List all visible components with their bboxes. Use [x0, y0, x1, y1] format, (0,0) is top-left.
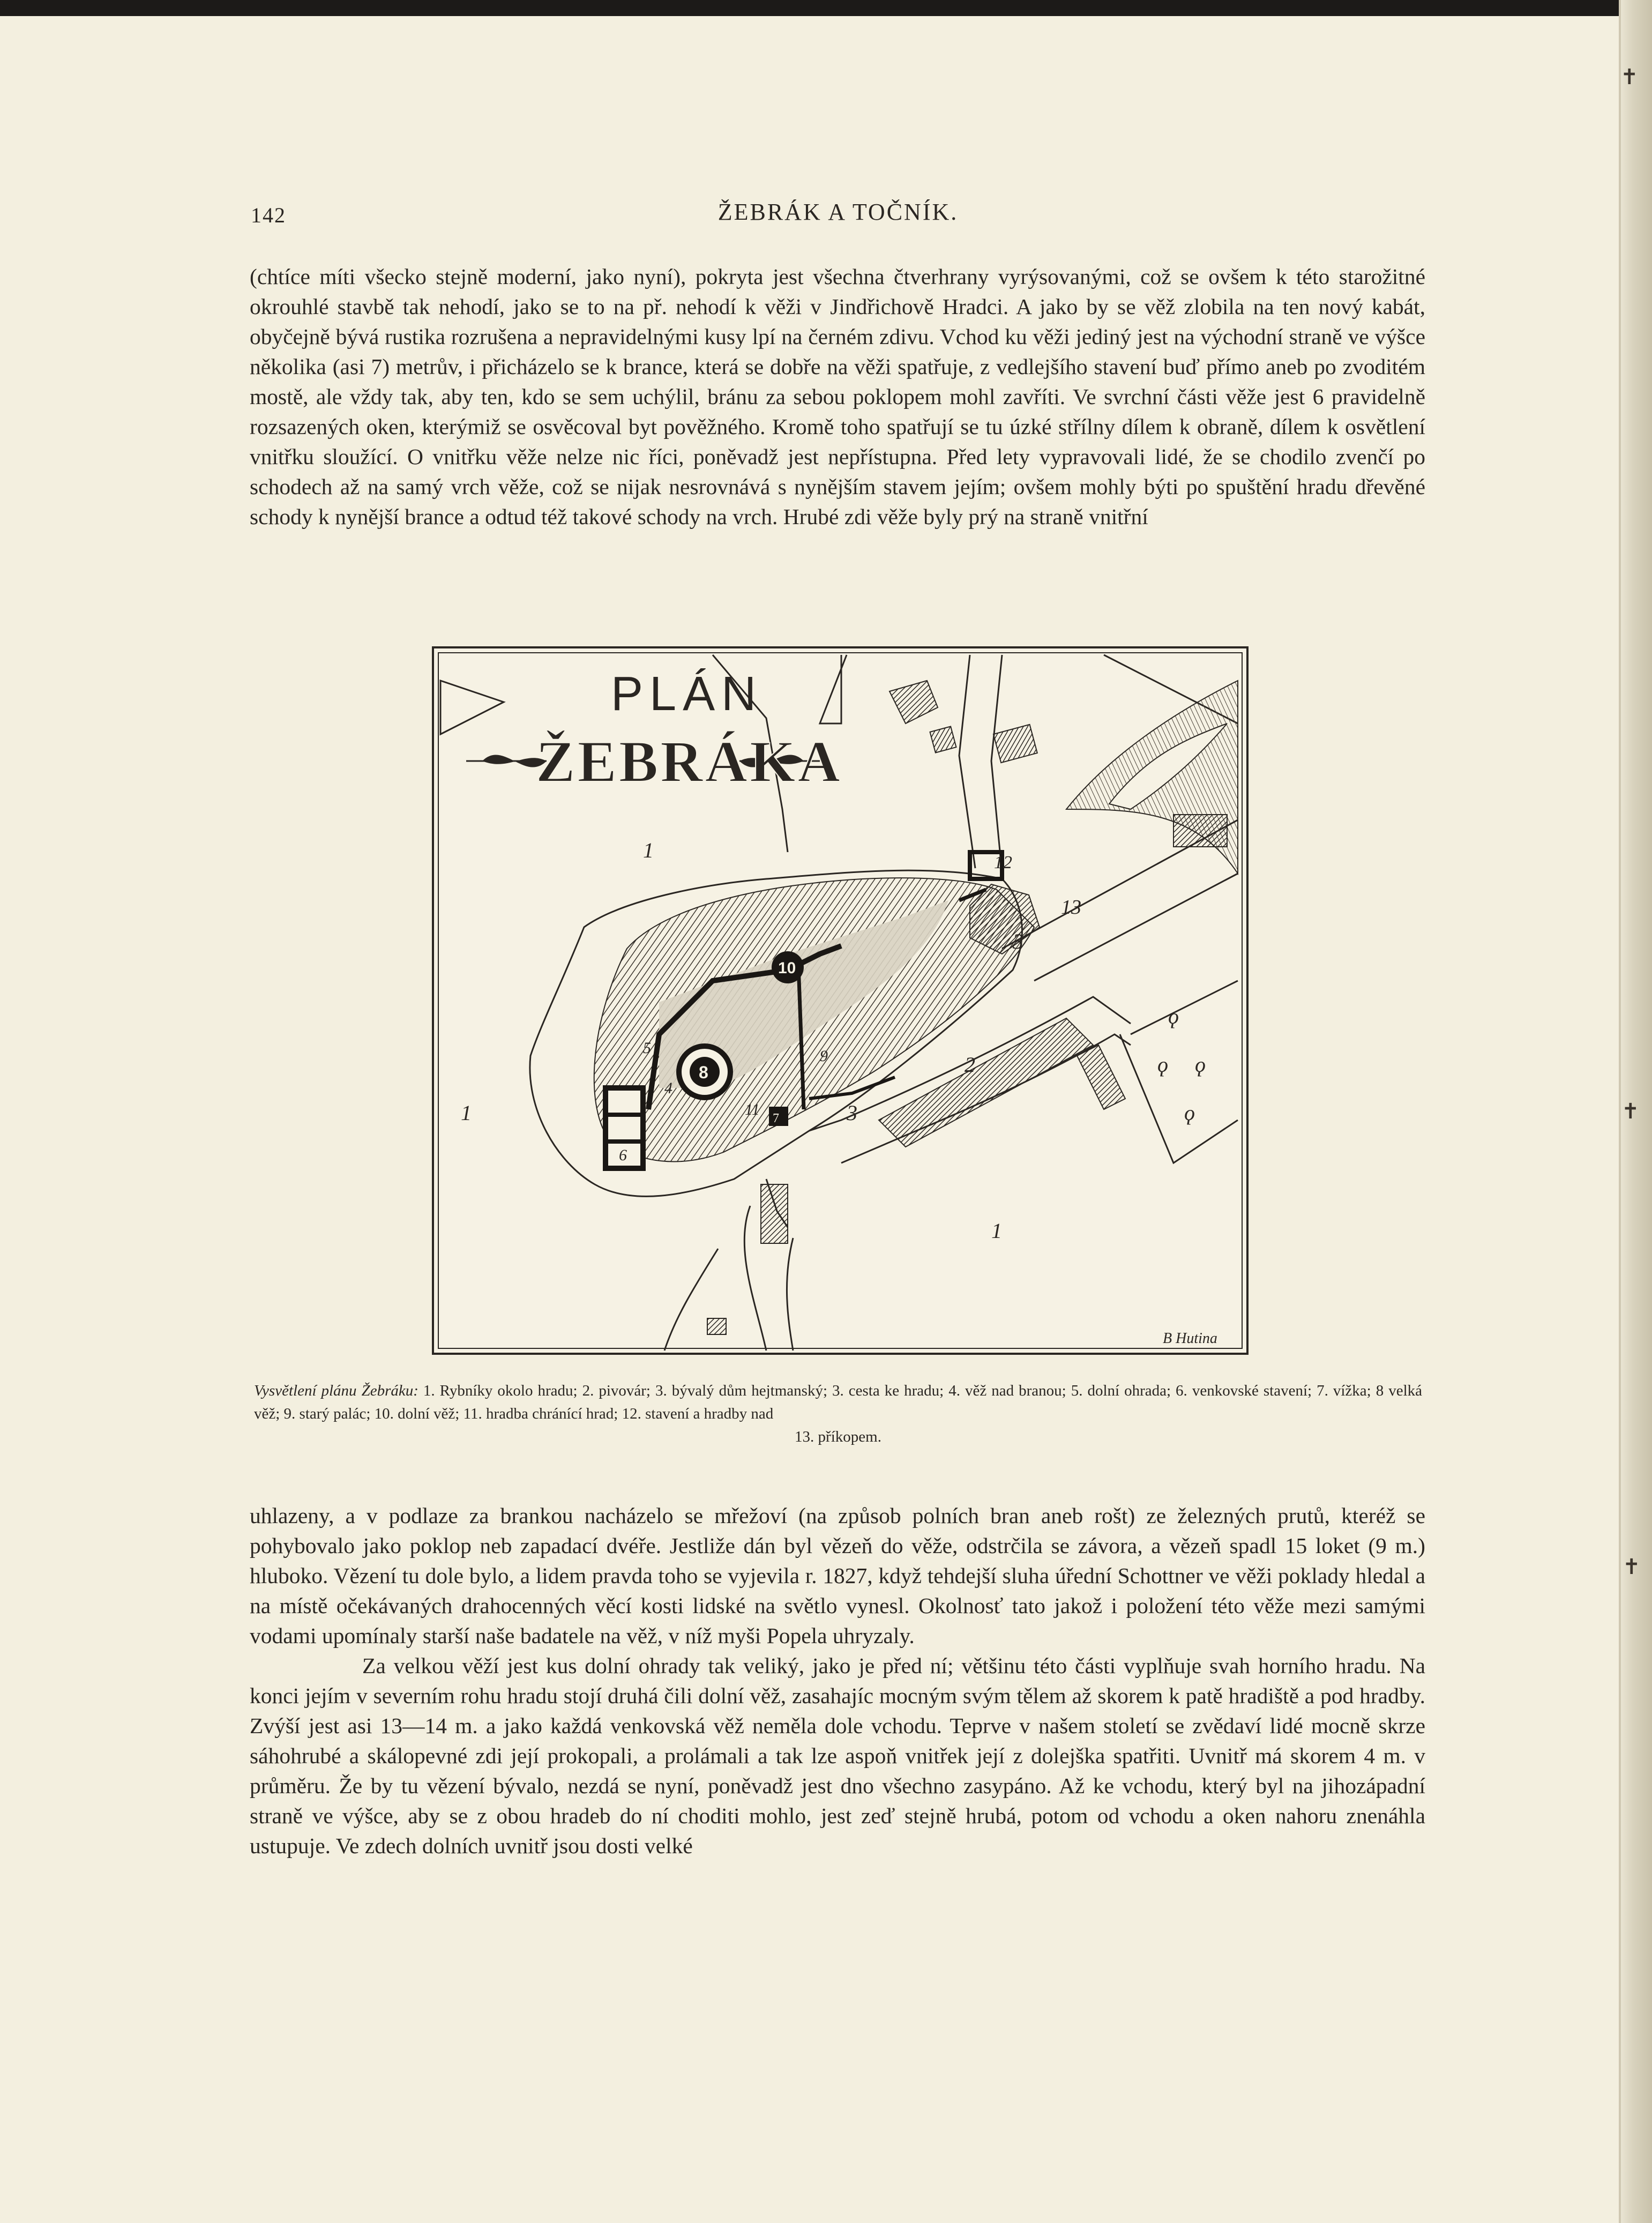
road-edge	[820, 655, 847, 723]
svg-text:ϙ: ϙ	[1168, 1004, 1179, 1028]
plan-title-ornamental: ŽEBRÁKA	[536, 729, 842, 794]
caption-text-end: 13. příkopem.	[795, 1428, 881, 1445]
building	[707, 1318, 726, 1334]
map-label: 13	[1061, 896, 1081, 919]
map-label: 1	[991, 1219, 1002, 1243]
running-head	[251, 198, 1425, 236]
building-3	[970, 884, 1040, 954]
plan-title: PLÁN	[611, 667, 763, 721]
road-edge	[664, 1249, 718, 1351]
margin-mark: ✝	[1623, 1555, 1641, 1579]
building	[1077, 1045, 1125, 1109]
scan-top-edge	[0, 0, 1652, 16]
paragraph: Za velkou věží jest kus dolní ohrady tak veliký, jako je před ní; většinu této části vyplňuje svah horního hradu. Na konci jejím v severním rohu hradu stojí druhá čili dolní věž, zasahajíc mocným svým tělem až skorem k patě hradiště a pod hradby. Zvýší jest asi 13—14 m. a jako každá venkovská věž neměla dole vchodu. Teprve v našem století se zvědaví lidé mocně skrze sáhohrubé a skálopevné zdi její prokopali, a prolámali a tak lze aspoň vnitřek její z dolejška spatřiti. Uvnitř má skorem 4 m. v průměru. Že by tu vězení bývalo, nezdá se nyní, poněvadž jest dno všechno zasypáno. Až ke vchodu, který byl na jihozápadní straně ve výšce, aby se z obou hradeb do ní choditi mohlo, jest zeď stejně hrubá, potom od vchodu a oken nahoru znenáhla ustupuje. Ve zdech dolních uvnitř jsou dosti velké	[250, 1653, 1425, 1858]
map-label: 1	[461, 1101, 472, 1125]
paragraph: (chtíce míti všecko stejně moderní, jako nyní), pokryta jest všechna čtverhrany vyrýsovanými, což se ovšem k této starožitné okrouhlé stavbě tak nehodí, jako se to na př. nehodí k věži v Jindřichově Hradci. A jako by se věž zlobila na ten nový kabát, obyčejně bývá rustika rozrušena a nepravidelnými kusy lpí na černém zdivu. Vchod ku věži jediný jest na východní straně ve výšce několika (asi 7) metrův, i přicházelo se k brance, která se dobře na věži spatřuje, z vedlejšího stavení buď přímo aneb po zvoditém mostě, ale vždy tak, aby ten, kdo se sem uchýlil, bránu za sebou poklopem mohl zavříti. Ve svrchní části věže jest 6 pravidelně rozsazených oken, kterýmiž se osvěcoval byt pověžného. Kromě toho spatřují se tu úzké střílny dílem k obraně, dílem k osvětlení vnitřku sloužící. O vnitřku věže nelze nic říci, poněvadž jest nepřístupna. Před lety vypravovali lidé, že se chodilo zvenčí po schodech až na samý vrch věže, což se nijak nesrovnává s nynějším stavem jejím; ovšem mohly býti po spuštění hradu dřevěné schody k nynější brance a odtud též takové schody na vrch. Hrubé zdi věže byly prý na straně vnitřní	[250, 264, 1425, 529]
body-text-bottom	[250, 1501, 1425, 1861]
svg-text:ϙ: ϙ	[1184, 1101, 1195, 1125]
paragraph: uhlazeny, a v podlaze za brankou nacházelo se mřežoví (na způsob polních bran aneb rošt) ze železných prutů, kteréž se pohybovalo jako poklop neb zapadací dvéře. Jestliže dán byl vězeň do věže, odstrčila se závora, a vězeň spadl 15 loket (9 m.) hluboko. Vězení tu dole bylo, a lidem pravda toho se vyjevila r. 1827, když tehdejší sluha úřední Schottner ve věži poklady hledal a na místě očekávaných drahocenných věcí kosti lidské na světlo vynesl. Okolnosť tato jakož i položení této věže mezi samými vodami upomínaly starší naše badatele na věž, v níž myši Popela uhryzaly.	[250, 1503, 1425, 1648]
road-edge	[1131, 981, 1238, 1034]
building	[993, 725, 1037, 763]
bridge	[761, 1184, 788, 1243]
map-label: 1	[643, 838, 654, 862]
corner-triangle	[440, 681, 504, 734]
map-label: 2	[965, 1053, 975, 1077]
map-label: 10	[778, 959, 796, 977]
map-label: 12	[994, 853, 1012, 872]
page-number: 142	[251, 203, 286, 227]
road-edge	[991, 655, 1002, 874]
map-label: 5	[643, 1039, 651, 1057]
body-text-top	[250, 262, 1425, 532]
road-edge	[1002, 820, 1238, 949]
road-edge	[959, 655, 975, 868]
map-label: 11	[745, 1101, 760, 1118]
map-label: 4	[664, 1079, 672, 1097]
caption-text: 1. Rybníky okolo hradu; 2. pivovár; 3. bývalý dům hejtmanský; 3. cesta ke hradu; 4. věž nad branou; 5. dolní ohrada; 6. venkovské stavení; 7. vížka; 8 velká věž; 9. starý palác; 10. dolní věž; 11. hradba chránící hrad; 12. stavení a hradby nad	[254, 1382, 1423, 1422]
svg-text:ϙ: ϙ	[1157, 1053, 1168, 1077]
map-label: 7	[773, 1112, 779, 1125]
map-label: 9	[820, 1047, 828, 1065]
margin-mark: ✝	[1621, 1099, 1640, 1123]
page-title: ŽEBRÁK A TOČNÍK.	[717, 199, 959, 225]
map-label: 3	[847, 1101, 857, 1125]
caption-label: Vysvětlení plánu Žebráku:	[254, 1382, 418, 1399]
margin-mark: ✝	[1620, 65, 1639, 89]
road-edge	[1120, 1034, 1238, 1163]
building	[930, 727, 956, 753]
castle-plan-figure	[432, 646, 1249, 1355]
artist-signature: B Hutina	[1163, 1330, 1217, 1347]
road-edge	[1034, 874, 1238, 981]
svg-text:ϙ: ϙ	[1195, 1053, 1206, 1077]
map-label: 6	[619, 1146, 627, 1164]
road-edge	[787, 1238, 793, 1351]
castle-plan-map	[434, 648, 1246, 1353]
figure-caption	[254, 1379, 1422, 1449]
building	[889, 681, 938, 723]
map-label: 8	[699, 1063, 708, 1082]
map-label: 3	[1013, 929, 1023, 953]
